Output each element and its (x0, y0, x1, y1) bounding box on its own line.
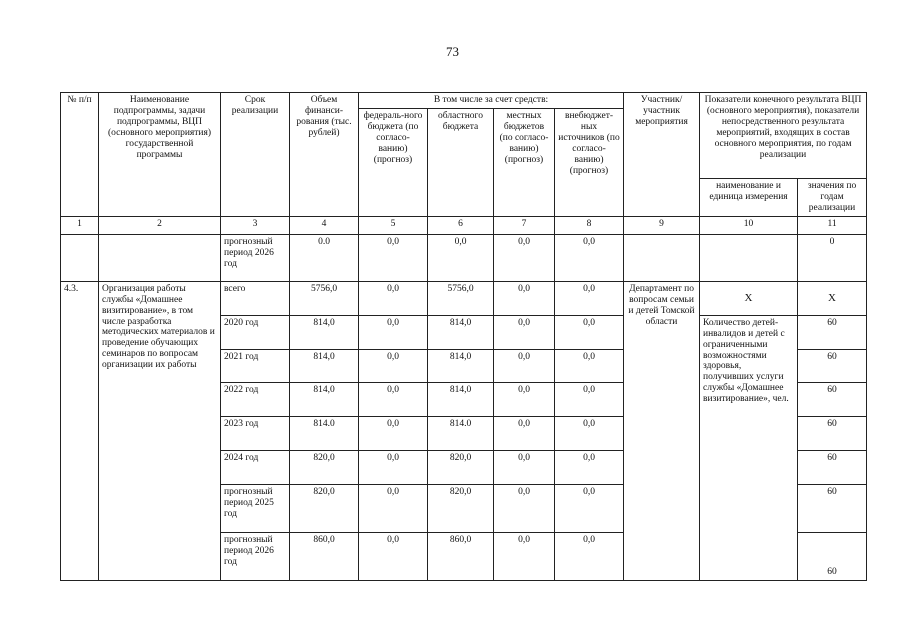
indicator-value-total: X (798, 281, 867, 315)
volume-cell: 0.0 (290, 234, 359, 281)
period-cell: 2024 год (221, 450, 290, 484)
extrabudget-cell: 0,0 (555, 315, 624, 349)
indicator-name-total: X (700, 281, 798, 315)
period-cell: 2022 год (221, 382, 290, 416)
extrabudget-cell: 0,0 (555, 349, 624, 382)
local-cell: 0,0 (494, 450, 555, 484)
table-row (61, 234, 867, 281)
header-indicator-name: наименование и единица измерения (700, 179, 798, 217)
volume-cell: 820,0 (290, 450, 359, 484)
volume-cell: 820,0 (290, 484, 359, 532)
indicator-value-cell: 60 (798, 315, 867, 349)
col-number: 3 (221, 216, 290, 234)
page-number: 73 (446, 44, 459, 59)
item-number: 4.3. (61, 281, 99, 580)
col-number: 4 (290, 216, 359, 234)
regional-cell: 814,0 (428, 315, 494, 349)
regional-cell: 820,0 (428, 450, 494, 484)
period-cell: 2023 год (221, 416, 290, 450)
local-cell: 0,0 (494, 234, 555, 281)
local-cell: 0,0 (494, 349, 555, 382)
federal-cell: 0,0 (359, 382, 428, 416)
col-number: 1 (61, 216, 99, 234)
program-table (60, 92, 867, 581)
header-volume: Объем финанси-рования (тыс. рублей) (290, 93, 359, 217)
extrabudget-cell: 0,0 (555, 234, 624, 281)
table-row (61, 281, 867, 315)
indicator-value-cell: 60 (798, 484, 867, 532)
participant-cell: Департамент по вопросам семьи и детей Томской области (624, 281, 700, 580)
header-extrabudget: внебюджет-ных источников (по согласо-ванию) (прогноз) (555, 109, 624, 217)
regional-cell: 820,0 (428, 484, 494, 532)
header-participant: Участник/ участник мероприятия (624, 93, 700, 217)
regional-cell: 860,0 (428, 532, 494, 580)
header-name: Наименование подпрограммы, задачи подпрограммы, ВЦП (основного мероприятия) государственной программы (99, 93, 221, 217)
regional-cell: 814.0 (428, 416, 494, 450)
volume-cell: 5756,0 (290, 281, 359, 315)
col-number: 11 (798, 216, 867, 234)
volume-cell: 814,0 (290, 315, 359, 349)
period-cell: 2021 год (221, 349, 290, 382)
col-number: 10 (700, 216, 798, 234)
federal-cell: 0,0 (359, 450, 428, 484)
federal-cell: 0,0 (359, 281, 428, 315)
indicator-value-cell: 60 (798, 450, 867, 484)
indicator-value-cell: 60 (798, 349, 867, 382)
col-number: 9 (624, 216, 700, 234)
header-indicator-values: значения по годам реализации (798, 179, 867, 217)
extrabudget-cell: 0,0 (555, 416, 624, 450)
local-cell: 0,0 (494, 532, 555, 580)
header-indicators-group: Показатели конечного результата ВЦП (основного мероприятия), показатели непосредственного результата мероприятий, входящих в состав основного мероприятия, по годам реализации (700, 93, 867, 179)
volume-cell: 860,0 (290, 532, 359, 580)
local-cell: 0,0 (494, 281, 555, 315)
federal-cell: 0,0 (359, 484, 428, 532)
col-number: 6 (428, 216, 494, 234)
regional-cell: 0,0 (428, 234, 494, 281)
extrabudget-cell: 0,0 (555, 484, 624, 532)
header-sources-group: В том числе за счет средств: (359, 93, 624, 109)
volume-cell: 814,0 (290, 349, 359, 382)
volume-cell: 814,0 (290, 382, 359, 416)
federal-cell: 0,0 (359, 532, 428, 580)
extrabudget-cell: 0,0 (555, 532, 624, 580)
header-number: № п/п (61, 93, 99, 217)
regional-cell: 814,0 (428, 382, 494, 416)
col-number: 2 (99, 216, 221, 234)
indicator-value-cell: 60 (798, 382, 867, 416)
local-cell: 0,0 (494, 484, 555, 532)
indicator-name-cell: Количество детей-инвалидов и детей с ограниченными возможностями здоровья, получивших услуги службы «Домашнее визитирование», чел. (700, 315, 798, 580)
extrabudget-cell: 0,0 (555, 281, 624, 315)
col-number: 7 (494, 216, 555, 234)
header-federal: федераль-ного бюджета (по согласо-ванию) (прогноз) (359, 109, 428, 217)
col-number: 5 (359, 216, 428, 234)
local-cell: 0,0 (494, 416, 555, 450)
indicator-value-cell: 0 (798, 234, 867, 281)
indicator-value-cell: 60 (798, 532, 867, 580)
volume-cell: 814.0 (290, 416, 359, 450)
federal-cell: 0,0 (359, 234, 428, 281)
col-number: 8 (555, 216, 624, 234)
local-cell: 0,0 (494, 315, 555, 349)
federal-cell: 0,0 (359, 416, 428, 450)
extrabudget-cell: 0,0 (555, 382, 624, 416)
extrabudget-cell: 0,0 (555, 450, 624, 484)
header-period: Срок реализации (221, 93, 290, 217)
regional-cell: 5756,0 (428, 281, 494, 315)
federal-cell: 0,0 (359, 349, 428, 382)
indicator-value-cell: 60 (798, 416, 867, 450)
header-regional: областного бюджета (428, 109, 494, 217)
period-cell: всего (221, 281, 290, 315)
header-local: местных бюджетов (по согласо-ванию) (прогноз) (494, 109, 555, 217)
federal-cell: 0,0 (359, 315, 428, 349)
period-cell: прогнозный период 2026 год (221, 234, 290, 281)
item-name: Организация работы службы «Домашнее визитирование», в том числе разработка методических материалов и проведение обучающих семинаров по вопросам организации их работы (99, 281, 221, 580)
period-cell: прогнозный период 2025 год (221, 484, 290, 532)
period-cell: прогнозный период 2026 год (221, 532, 290, 580)
regional-cell: 814,0 (428, 349, 494, 382)
local-cell: 0,0 (494, 382, 555, 416)
period-cell: 2020 год (221, 315, 290, 349)
